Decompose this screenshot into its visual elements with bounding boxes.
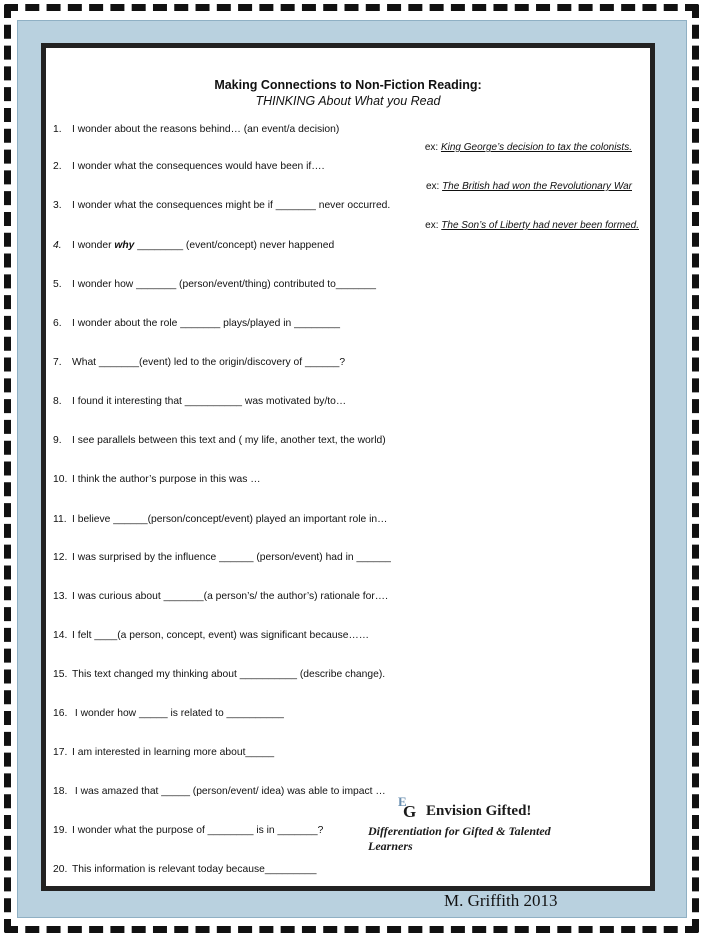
example-prefix: ex: xyxy=(425,181,443,192)
logo-name: Envision Gifted! xyxy=(426,803,532,819)
item-number: 16. xyxy=(53,708,68,719)
prompt-item xyxy=(53,708,284,719)
item-number: 20. xyxy=(53,864,68,875)
example-line xyxy=(425,142,632,153)
item-number: 7. xyxy=(53,357,62,368)
prompt-item xyxy=(53,669,385,680)
item-keyword: why xyxy=(114,240,135,251)
prompt-item xyxy=(53,435,386,446)
prompt-item xyxy=(53,786,386,797)
item-text: I wonder about the reasons behind… (an event/a decision) xyxy=(72,124,340,135)
logo-letter-e: E xyxy=(398,794,407,809)
prompt-item xyxy=(53,396,346,407)
envision-gifted-logo xyxy=(368,794,598,853)
item-text: I wonder what the consequences might be if _______ never occurred. xyxy=(72,200,391,211)
item-text: I was curious about _______(a person’s/ the author’s) rationale for…. xyxy=(72,591,388,602)
item-number: 19. xyxy=(53,825,68,836)
item-text: I wonder how _____ is related to __________ xyxy=(72,708,284,719)
prompt-item xyxy=(53,591,388,602)
eg-logo-icon xyxy=(398,794,420,822)
item-number: 3. xyxy=(53,200,62,211)
worksheet-subtitle: THINKING About What you Read xyxy=(255,94,441,108)
example-text: The Son’s of Liberty had never been formed. xyxy=(441,220,639,231)
item-number: 15. xyxy=(53,669,68,680)
item-text: I see parallels between this text and ( my life, another text, the world) xyxy=(72,435,386,446)
item-number: 17. xyxy=(53,747,68,758)
worksheet-page xyxy=(41,43,655,891)
item-number: 13. xyxy=(53,591,68,602)
item-text: I was amazed that _____ (person/event/ idea) was able to impact … xyxy=(72,786,386,797)
item-text: I found it interesting that __________ was motivated by/to… xyxy=(72,396,347,407)
prompt-item xyxy=(53,161,324,172)
logo-letter-g: G xyxy=(403,802,417,821)
prompt-item xyxy=(53,318,340,329)
prompt-item xyxy=(53,200,390,211)
prompt-item xyxy=(53,825,323,836)
item-number: 2. xyxy=(53,161,62,172)
example-text: King George’s decision to tax the colonists. xyxy=(440,142,632,153)
item-text: This information is relevant today because_________ xyxy=(72,864,317,875)
item-text: I am interested in learning more about_____ xyxy=(72,747,275,758)
prompt-item xyxy=(53,552,391,563)
logo-tagline: Differentiation for Gifted & Talented Learners xyxy=(368,824,551,853)
item-number: 6. xyxy=(53,318,62,329)
prompt-item xyxy=(53,357,345,368)
prompt-item xyxy=(53,240,334,251)
item-number: 11. xyxy=(53,514,67,525)
item-number: 18. xyxy=(53,786,68,797)
item-text: This text changed my thinking about __________ (describe change). xyxy=(72,669,386,680)
item-text: I think the author’s purpose in this was … xyxy=(72,474,261,485)
item-text-post: ________ (event/concept) never happened xyxy=(134,240,335,251)
prompt-item xyxy=(53,124,339,135)
item-text: I wonder what the purpose of ________ is in _______? xyxy=(72,825,324,836)
example-line xyxy=(426,181,632,192)
example-text: The British had won the Revolutionary War xyxy=(442,181,632,192)
worksheet-title: Making Connections to Non-Fiction Reading: xyxy=(214,78,482,92)
item-text: What _______(event) led to the origin/discovery of ______? xyxy=(72,357,346,368)
prompt-item xyxy=(53,474,261,485)
item-number: 8. xyxy=(53,396,62,407)
item-text: I was surprised by the influence ______ (person/event) had in ______ xyxy=(72,552,391,563)
item-text: I wonder what the consequences would have been if…. xyxy=(72,161,325,172)
item-text: I felt ____(a person, concept, event) was significant because…… xyxy=(72,630,370,641)
item-number: 9. xyxy=(53,435,62,446)
example-line xyxy=(425,220,639,231)
item-text: I believe ______(person/concept/event) played an important role in… xyxy=(72,514,388,525)
prompt-item xyxy=(53,747,274,758)
item-number: 5. xyxy=(53,279,62,290)
item-number: 12. xyxy=(53,552,68,563)
author-credit: M. Griffith 2013 xyxy=(444,891,558,910)
example-prefix: ex: xyxy=(425,220,442,231)
item-text: I wonder how _______ (person/event/thing) contributed to_______ xyxy=(72,279,376,290)
item-number: 10. xyxy=(53,474,68,485)
example-prefix: ex: xyxy=(424,142,441,153)
item-text-pre: I wonder xyxy=(72,240,115,251)
prompt-item xyxy=(53,514,387,525)
item-number: 4. xyxy=(53,240,62,251)
item-number: 1. xyxy=(53,124,62,135)
prompt-item xyxy=(53,864,316,875)
prompt-item xyxy=(53,630,369,641)
item-text: I wonder about the role _______ plays/played in ________ xyxy=(72,318,340,329)
item-number: 14. xyxy=(53,630,68,641)
prompt-item xyxy=(53,279,376,290)
